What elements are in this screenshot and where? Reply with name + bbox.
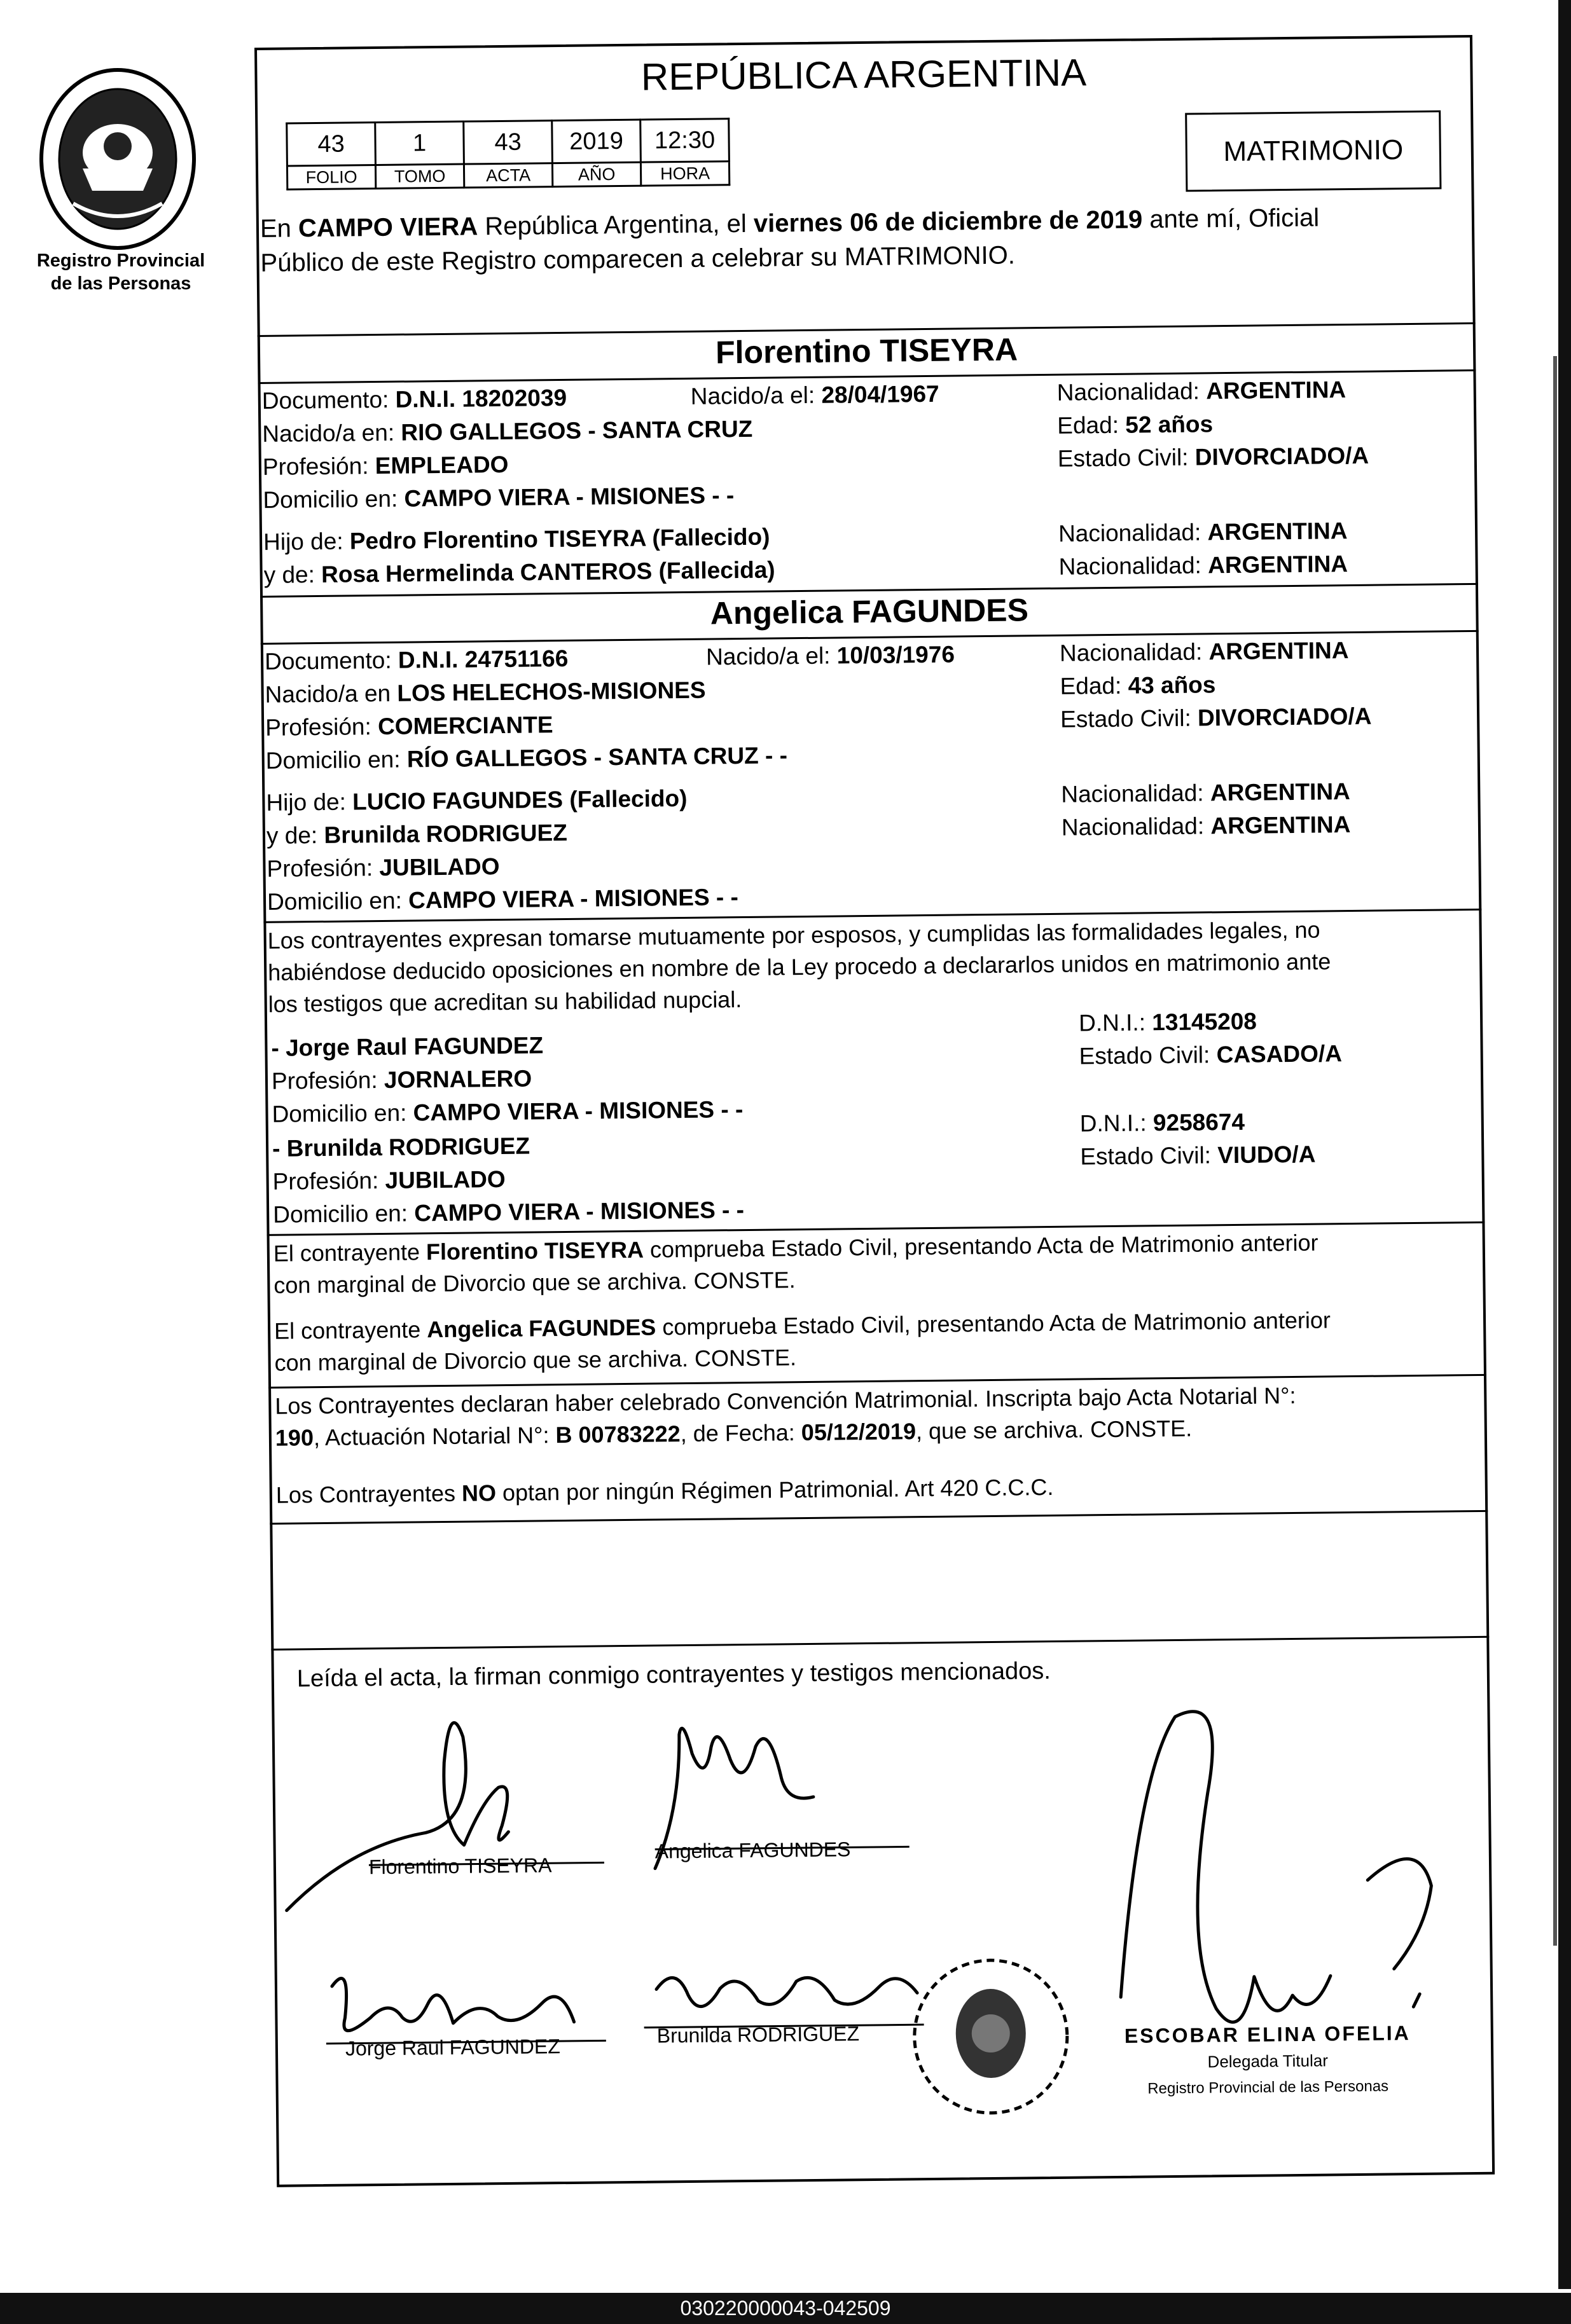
text: 05/12/2019: [801, 1418, 917, 1446]
text: comprueba Estado Civil, presentando Acta de Matrimonio anterior: [656, 1307, 1331, 1340]
logo-caption-line2: de las Personas: [50, 273, 191, 294]
spouse1-mother-name: Rosa Hermelinda CANTEROS (Fallecida): [321, 556, 775, 588]
spouse2-mother-address: [267, 881, 738, 919]
official-office: Registro Provincial de las Personas: [1147, 2077, 1389, 2098]
label: Estado Civil:: [1079, 1042, 1217, 1069]
note2-line2: con marginal de Divorcio que se archiva. CONSTE.: [274, 1344, 797, 1376]
label: D.N.I.:: [1079, 1110, 1154, 1137]
label: Nacido/a en: [265, 680, 398, 708]
label: Profesión:: [266, 855, 380, 882]
value: CAMPO VIERA - MISIONES - -: [413, 1096, 744, 1126]
witness2-signature-label: Brunilda RODRIGUEZ: [656, 2022, 860, 2047]
label: Hijo de:: [266, 788, 353, 816]
convention-note: [275, 1378, 1484, 1511]
spouse1-mother: [263, 553, 775, 591]
acta-label: ACTA: [464, 163, 552, 188]
label: Domicilio en:: [272, 1099, 413, 1127]
intro-text: ante mí, Oficial: [1142, 203, 1320, 234]
label: D.N.I.:: [1078, 1009, 1152, 1036]
spouse2-civil: DIVORCIADO/A: [1197, 703, 1372, 731]
certificate-type: MATRIMONIO: [1223, 134, 1404, 168]
spouse2-born: 10/03/1976: [836, 641, 955, 669]
witness2-civil-status: [1080, 1138, 1316, 1174]
value: ARGENTINA: [1207, 518, 1348, 546]
label: Profesión:: [272, 1167, 385, 1195]
text: El contrayente: [273, 1239, 427, 1267]
spouse2-name: Angelica FAGUNDES: [710, 592, 1029, 631]
spouse2-document: [265, 642, 569, 678]
witness1-address: [272, 1093, 743, 1131]
label: Domicilio en:: [266, 887, 409, 915]
spouse1-father-name: Pedro Florentino TISEYRA (Fallecido): [349, 523, 770, 554]
tomo-label: TOMO: [375, 164, 464, 188]
spouse1-home: CAMPO VIERA - MISIONES - -: [404, 482, 735, 512]
label: Profesión:: [262, 453, 375, 480]
spouse2-mother-name: Brunilda RODRIGUEZ: [324, 819, 568, 848]
intro-date: viernes 06 de diciembre de 2019: [753, 205, 1143, 238]
spouse1-civil-status: [1058, 439, 1369, 476]
spouse2-age: [1060, 668, 1215, 703]
value: ARGENTINA: [1210, 811, 1351, 839]
spouse2-nationality: [1060, 634, 1349, 670]
label: Domicilio en:: [265, 746, 408, 774]
intro-paragraph: [260, 199, 1469, 280]
acta-value: 43: [464, 121, 553, 164]
official-stamp: [1102, 2019, 1434, 2103]
province-logo: [35, 64, 200, 254]
declaration-line: Los contrayentes expresan tomarse mutuamente por esposos, y cumplidas las formalidades legales, no: [267, 916, 1320, 954]
marriage-certificate: [254, 35, 1495, 2187]
declaration: [267, 912, 1479, 1021]
label: Nacido/a el:: [690, 382, 822, 409]
label: Domicilio en:: [273, 1200, 415, 1228]
label: Edad:: [1057, 411, 1126, 439]
spouse1-address: [263, 479, 734, 517]
label: Profesión:: [265, 713, 378, 741]
scan-edge-shadow: [1553, 356, 1557, 1946]
spouse2-dni: D.N.I. 24751166: [398, 645, 569, 673]
label: Nacionalidad:: [1058, 552, 1208, 580]
spouse2-father-name: LUCIO FAGUNDES (Fallecido): [352, 785, 688, 815]
year-label: AÑO: [552, 162, 640, 186]
official-title: Delegada Titular: [1207, 2051, 1329, 2072]
spouse2-birthplace: [265, 674, 705, 712]
value: JORNALERO: [384, 1065, 532, 1093]
intro-place: CAMPO VIERA: [298, 212, 478, 243]
spouse2-father: [266, 782, 688, 820]
label: Nacionalidad:: [1056, 378, 1207, 406]
spouse1-name: Florentino TISEYRA: [715, 331, 1018, 371]
label: Hijo de:: [263, 528, 350, 555]
spouse1-nationality: [1056, 373, 1346, 409]
registry-table: [286, 118, 730, 190]
logo-caption-line1: Registro Provincial: [36, 251, 205, 271]
value: - Jorge Raul FAGUNDEZ: [271, 1032, 544, 1061]
spouse1-dni: D.N.I. 18202039: [395, 384, 567, 413]
text: El contrayente: [273, 1316, 427, 1344]
spouse1-age: [1057, 408, 1213, 443]
spouse2-signature-label: Angelica FAGUNDES: [654, 1838, 851, 1863]
label: Profesión:: [271, 1066, 385, 1094]
closing-text: Leída el acta, la firman conmigo contrayentes y testigos mencionados.: [296, 1658, 1051, 1693]
intro-line2: Público de este Registro comparecen a celebrar su MATRIMONIO.: [260, 241, 1016, 277]
label: Estado Civil:: [1080, 1142, 1218, 1170]
label: Estado Civil:: [1060, 705, 1198, 732]
value: 13145208: [1152, 1008, 1257, 1036]
label: Nacionalidad:: [1061, 780, 1211, 808]
spouse2-birthplace-value: LOS HELECHOS-MISIONES: [397, 677, 706, 706]
label: Estado Civil:: [1057, 444, 1195, 472]
intro-text: En: [260, 214, 299, 243]
text: , que se archiva. CONSTE.: [915, 1415, 1193, 1445]
text: NO: [461, 1480, 497, 1506]
witness2-name: [272, 1130, 530, 1165]
label: Documento:: [264, 647, 399, 675]
spouse2-age-value: 43 años: [1128, 671, 1216, 699]
spouse1-nat: ARGENTINA: [1206, 376, 1346, 404]
witness1-profession: [272, 1062, 532, 1098]
hour-label: HORA: [640, 162, 729, 186]
text: B 00783222: [555, 1420, 681, 1448]
label: Nacido/a en:: [262, 419, 401, 447]
value: - Brunilda RODRIGUEZ: [272, 1132, 530, 1162]
value: ARGENTINA: [1207, 551, 1348, 579]
spouse1-age-value: 52 años: [1125, 411, 1214, 438]
witness1-name: [271, 1029, 543, 1064]
label: y de:: [266, 822, 324, 849]
value: CAMPO VIERA - MISIONES - -: [408, 884, 739, 914]
spouse2-home: RÍO GALLEGOS - SANTA CRUZ - -: [406, 742, 788, 773]
declaration-line: los testigos que acreditan su habilidad nupcial.: [268, 986, 742, 1017]
value: VIUDO/A: [1217, 1141, 1316, 1169]
spouse2-job: COMERCIANTE: [377, 712, 553, 740]
spouse2-father-nationality: [1061, 775, 1350, 811]
folio-value: 43: [287, 123, 376, 166]
declaration-line: habiéndose deducido oposiciones en nombre de la Ley procedo a declararlos unidos en matrimonio ante: [268, 948, 1331, 986]
witness1-signature-label: Jorge Raul FAGUNDEZ: [345, 2035, 561, 2060]
spouse1-father-nationality: [1058, 514, 1348, 551]
note1-line2: con marginal de Divorcio que se archiva. CONSTE.: [273, 1267, 796, 1298]
spouse1-profession: [263, 448, 509, 484]
label: Edad:: [1060, 672, 1128, 699]
witness2-dni: [1080, 1106, 1245, 1141]
value: CAMPO VIERA - MISIONES - -: [414, 1197, 745, 1227]
spouse2-civil-status: [1060, 700, 1372, 736]
document-code: 030220000043-042509: [680, 2297, 891, 2320]
label: Nacionalidad:: [1058, 519, 1208, 547]
spouse1-job: EMPLEADO: [375, 451, 509, 479]
official-seal: [914, 1960, 1069, 2114]
spouse2-nat: ARGENTINA: [1208, 637, 1349, 665]
label: Nacido/a el:: [705, 642, 837, 670]
spouse1-civil: DIVORCIADO/A: [1194, 442, 1369, 471]
convention-line1: Los Contrayentes declaran haber celebrado Convención Matrimonial. Inscripta bajo Acta Notarial N°:: [275, 1382, 1296, 1419]
spouse2-mother-nationality: [1062, 808, 1351, 844]
hour-value: 12:30: [640, 119, 730, 162]
logo-caption: [19, 249, 223, 295]
spouse2-mother: [266, 816, 567, 853]
label: Nacionalidad:: [1061, 813, 1211, 841]
witness1-civil-status: [1079, 1037, 1342, 1073]
witness2-address: [273, 1193, 744, 1232]
spouse1-mother-nationality: [1058, 547, 1348, 584]
value: ARGENTINA: [1210, 778, 1350, 806]
spouse1-document: [262, 382, 567, 418]
text: , Actuación Notarial N°:: [313, 1422, 556, 1451]
tomo-value: 1: [375, 121, 464, 165]
label: y de:: [263, 561, 322, 588]
scan-edge: [1558, 0, 1571, 2289]
spouse1-birthplace-value: RIO GALLEGOS - SANTA CRUZ: [401, 415, 753, 446]
witness1-signature: [326, 1976, 606, 2044]
value: 9258674: [1152, 1108, 1245, 1136]
label: Documento:: [261, 386, 396, 414]
text: Los Contrayentes: [275, 1480, 462, 1508]
official-name: ESCOBAR ELINA OFELIA: [1124, 2021, 1411, 2047]
spouse1-signature-label: Florentino TISEYRA: [368, 1853, 552, 1879]
value: JUBILADO: [379, 853, 500, 881]
witness2-signature: [644, 1975, 924, 2027]
spouse2-mother-profession: [266, 850, 500, 886]
witness2-profession: [272, 1163, 506, 1199]
label: Nacionalidad:: [1059, 638, 1209, 666]
folio-label: FOLIO: [287, 165, 375, 189]
spouse1-signature: [285, 1721, 605, 1911]
spouse2-address: [265, 739, 787, 778]
spouse1-birthdate: [691, 378, 939, 413]
spouse1-father: [263, 521, 770, 559]
value: CASADO/A: [1216, 1040, 1343, 1068]
spouse2-profession: [265, 708, 553, 745]
year-value: 2019: [552, 120, 641, 163]
text: Angelica FAGUNDES: [427, 1314, 656, 1343]
witness1-dni: [1079, 1005, 1257, 1040]
text: optan por ningún Régimen Patrimonial. Art 420 C.C.C.: [495, 1473, 1054, 1506]
intro-text: República Argentina, el: [478, 209, 754, 241]
value: JUBILADO: [385, 1165, 506, 1193]
text: 190: [275, 1424, 314, 1451]
label: Domicilio en:: [263, 485, 405, 513]
spouse1-born: 28/04/1967: [821, 380, 939, 408]
spouse1-birthplace: [262, 413, 752, 451]
document-title: REPÚBLICA ARGENTINA: [640, 51, 1087, 99]
civil-status-notes: [273, 1225, 1483, 1379]
spouse2-birthdate: [706, 638, 955, 674]
text: , de Fecha:: [680, 1419, 802, 1447]
text: comprueba Estado Civil, presentando Acta de Matrimonio anterior: [643, 1229, 1318, 1263]
official-signature: [1118, 1709, 1432, 2023]
text: Florentino TISEYRA: [426, 1236, 644, 1265]
certificate-type-box: [1185, 110, 1441, 191]
